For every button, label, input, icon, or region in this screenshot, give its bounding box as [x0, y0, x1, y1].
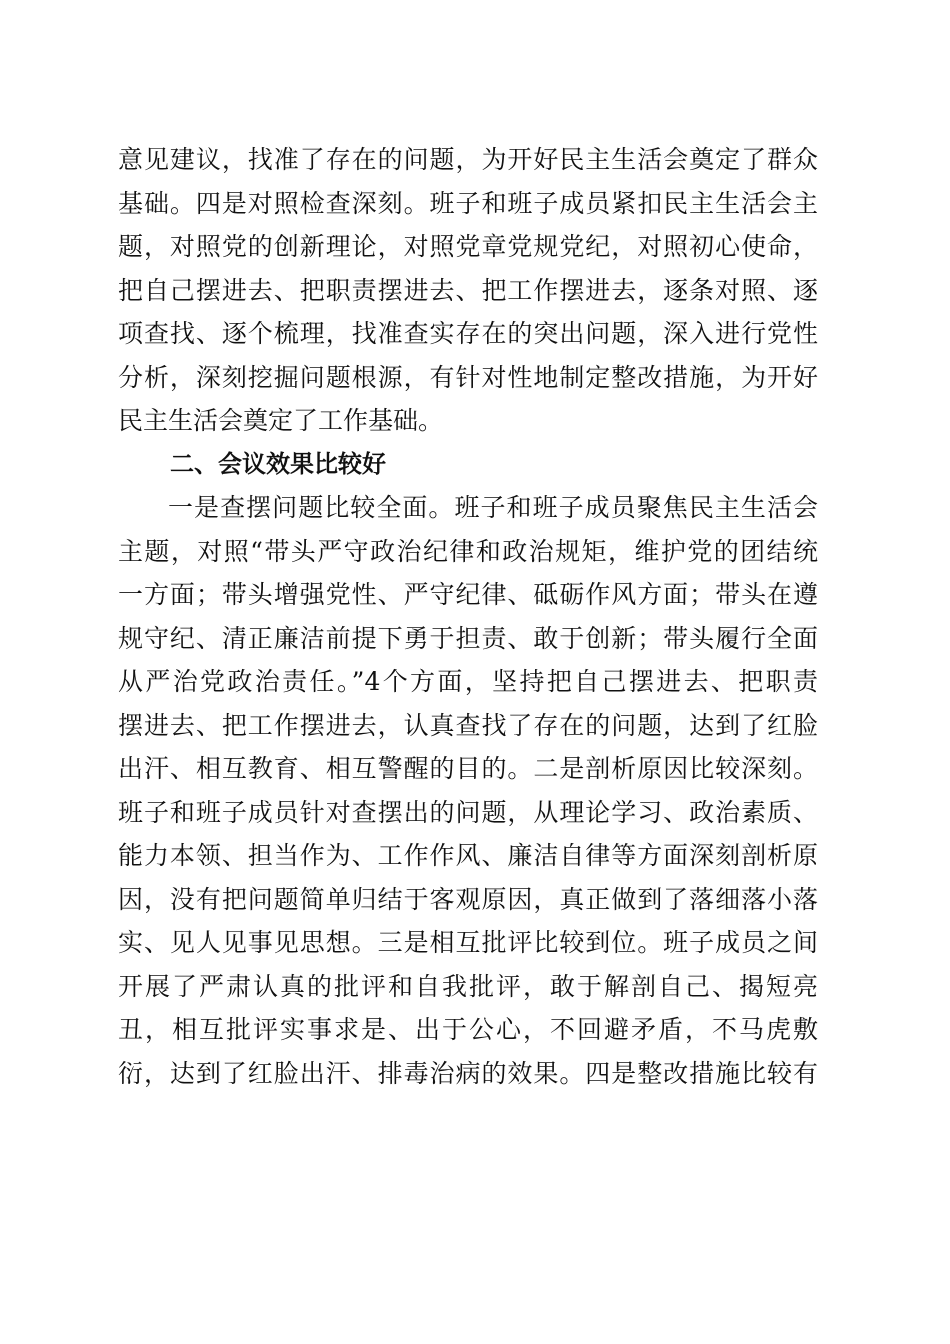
body-text-line: 民主生活会奠定了工作基础。	[118, 406, 444, 435]
body-text-line: 从严治党政治责任。”4个方面，坚持把自己摆进去、把职责	[118, 667, 818, 696]
body-text-line: 把自己摆进去、把职责摆进去、把工作摆进去，逐条对照、逐	[118, 275, 818, 305]
section-heading: 二、会议效果比较好	[170, 449, 386, 478]
body-text-line: 班子和班子成员针对查摆出的问题，从理论学习、政治素质、	[118, 797, 818, 827]
body-text-line: 实、见人见事见思想。三是相互批评比较到位。班子成员之间	[118, 928, 818, 957]
body-text-line: 开展了严肃认真的批评和自我批评，敢于解剖自己、揭短亮	[118, 971, 818, 1001]
body-text-line: 意见建议，找准了存在的问题，为开好民主生活会奠定了群众	[118, 145, 818, 174]
body-text-line: 丑，相互批评实事求是、出于公心，不回避矛盾，不马虎敷	[118, 1015, 818, 1044]
body-text-line: 出汗、相互教育、相互警醒的目的。二是剖析原因比较深刻。	[118, 754, 818, 783]
document-page	[118, 138, 818, 1095]
body-text-line: 一方面；带头增强党性、严守纪律、砥砺作风方面；带头在遵	[118, 580, 818, 609]
body-text-line: 基础。四是对照检查深刻。班子和班子成员紧扣民主生活会主	[118, 188, 818, 218]
body-text-line: 能力本领、担当作为、工作作风、廉洁自律等方面深刻剖析原	[118, 841, 818, 870]
body-text-line: 因，没有把问题简单归结于客观原因，真正做到了落细落小落	[118, 884, 818, 914]
body-text-line: 衍，达到了红脸出汗、排毒治病的效果。四是整改措施比较有	[118, 1058, 818, 1088]
body-text-line: 主题，对照“带头严守政治纪律和政治规矩，维护党的团结统	[118, 536, 818, 566]
body-text-line: 一是查摆问题比较全面。班子和班子成员聚焦民主生活会	[168, 493, 818, 522]
body-text-line: 项查找、逐个梳理，找准查实存在的突出问题，深入进行党性	[118, 319, 818, 348]
body-text-line: 题，对照党的创新理论，对照党章党规党纪，对照初心使命，	[118, 232, 818, 261]
body-text-line: 规守纪、清正廉洁前提下勇于担责、敢于创新；带头履行全面	[118, 623, 818, 653]
body-text-line: 摆进去、把工作摆进去，认真查找了存在的问题，达到了红脸	[118, 710, 818, 740]
body-text-line: 分析，深刻挖掘问题根源，有针对性地制定整改措施，为开好	[118, 362, 818, 392]
